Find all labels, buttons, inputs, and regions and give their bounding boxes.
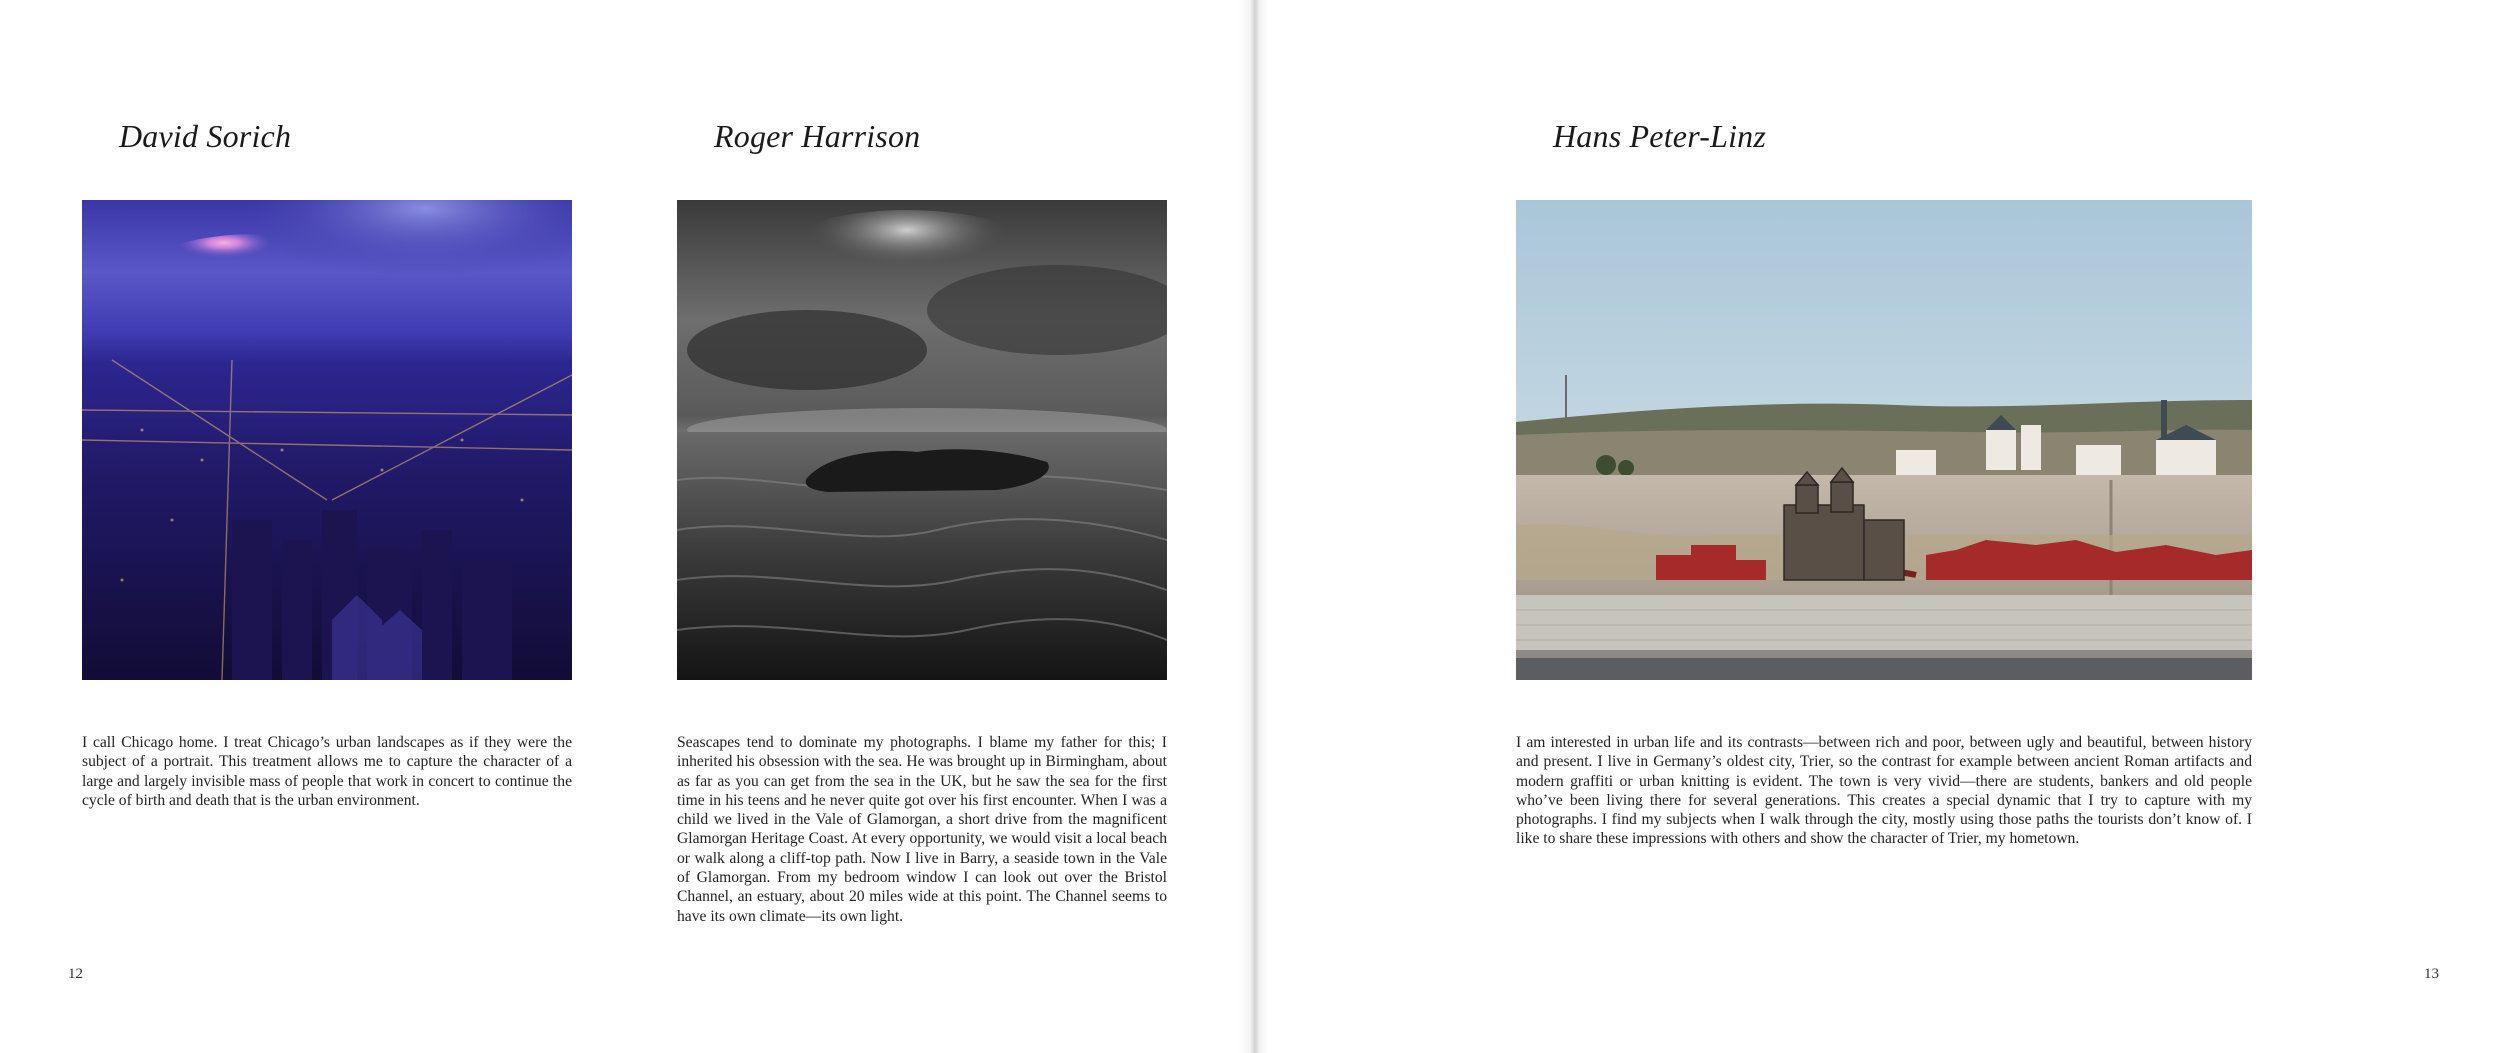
photographer-name-sorich: David Sorich	[119, 118, 292, 154]
photographer-name-harrison: Roger Harrison	[714, 118, 921, 154]
page-number-right: 13	[2424, 966, 2439, 982]
book-gutter-shadow	[1238, 0, 1268, 1053]
photo-seascape-bw	[677, 200, 1167, 680]
page-number-left: 12	[68, 966, 83, 982]
photo-trier-mural	[1516, 200, 2252, 680]
photo-chicago-night-aerial	[82, 200, 572, 680]
bio-sorich: I call Chicago home. I treat Chicago’s urban landscapes as if they were the subject of a portrait. This treatment allows me to capture the character of a large and largely invisible mass of people that work in concert to continue the cycle of birth and death that is the urban environment.	[82, 734, 572, 809]
bio-peter-linz: I am interested in urban life and its contrasts—between rich and poor, between ugly and beautiful, between history and present. I live in Germany’s oldest city, Trier, so the contrast for example between ancient Roman artifacts and modern graffiti or urban knitting is evident. The town is very vivid—there are students, bankers and old people who’ve been living there for several generations. This creates a special dynamic that I try to capture with my photographs. I find my subjects when I walk through the city, mostly using those paths the tourists don’t know of. I like to share these impressions with others and show the character of Trier, my hometown.	[1516, 734, 2252, 848]
bio-harrison: Seascapes tend to dominate my photographs. I blame my father for this; I inherited his obsession with the sea. He was brought up in Birmingham, about as far as you can get from the sea in the UK, but he saw the sea for the first time in his teens and he never quite got over his first encounter. When I was a child we lived in the Vale of Glamorgan, a short drive from the magnificent Glamorgan Heritage Coast. At every opportunity, we would visit a local beach or walk along a cliff-top path. Now I live in Barry, a seaside town in the Vale of Glamorgan. From my bedroom window I can look out over the Bristol Channel, an estuary, about 20 miles wide at this point. The Channel seems to have its own climate—its own light.	[677, 734, 1167, 925]
photographer-name-peter-linz: Hans Peter-Linz	[1553, 118, 1767, 154]
right-page	[1256, 0, 2500, 1053]
